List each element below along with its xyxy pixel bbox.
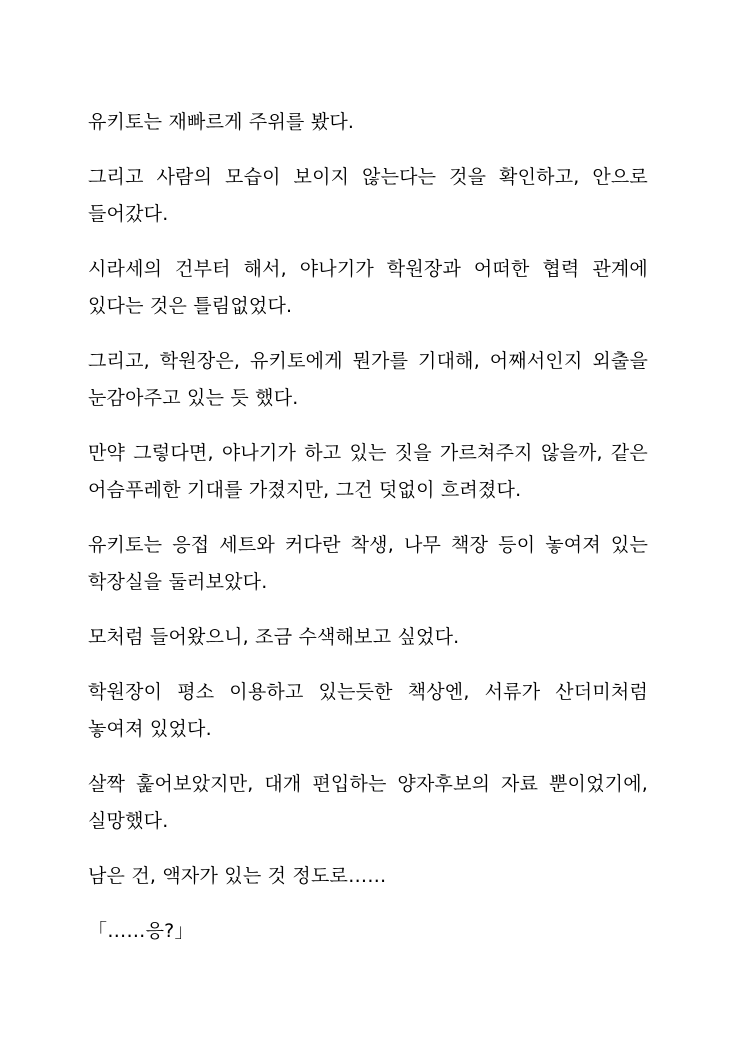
paragraph-5: 만약 그렇다면, 야나기가 하고 있는 짓을 가르쳐주지 않을까, 같은 어슴푸레한 기대를 가졌지만, 그건 덧없이 흐려졌다. xyxy=(88,442,648,501)
paragraph-2: 그리고 사람의 모습이 보이지 않는다는 것을 확인하고, 안으로 들어갔다. xyxy=(88,166,648,225)
paragraph-9: 살짝 훑어보았지만, 대개 편입하는 양자후보의 자료 뿐이었기에, 실망했다. xyxy=(88,773,648,832)
paragraph-8: 학원장이 평소 이용하고 있는듯한 책상엔, 서류가 산더미처럼 놓여져 있었다. xyxy=(88,681,648,740)
paragraph-10: 남은 건, 액자가 있는 것 정도로…… xyxy=(88,865,387,887)
paragraph-4: 그리고, 학원장은, 유키토에게 뭔가를 기대해, 어째서인지 외출을 눈감아주고 있는 듯 했다. xyxy=(88,350,648,409)
paragraph-3: 시라세의 건부터 해서, 야나기가 학원장과 어떠한 협력 관계에 있다는 것은 틀림없었다. xyxy=(88,258,648,317)
paragraph-6: 유키토는 응접 세트와 커다란 착생, 나무 책장 등이 놓여져 있는 학장실을 둘러보았다. xyxy=(88,534,648,593)
paragraph-7: 모처럼 들어왔으니, 조금 수색해보고 싶었다. xyxy=(88,626,460,648)
paragraph-11: 「……응?」 xyxy=(88,920,194,942)
paragraph-1: 유키토는 재빠르게 주위를 봤다. xyxy=(88,111,355,133)
